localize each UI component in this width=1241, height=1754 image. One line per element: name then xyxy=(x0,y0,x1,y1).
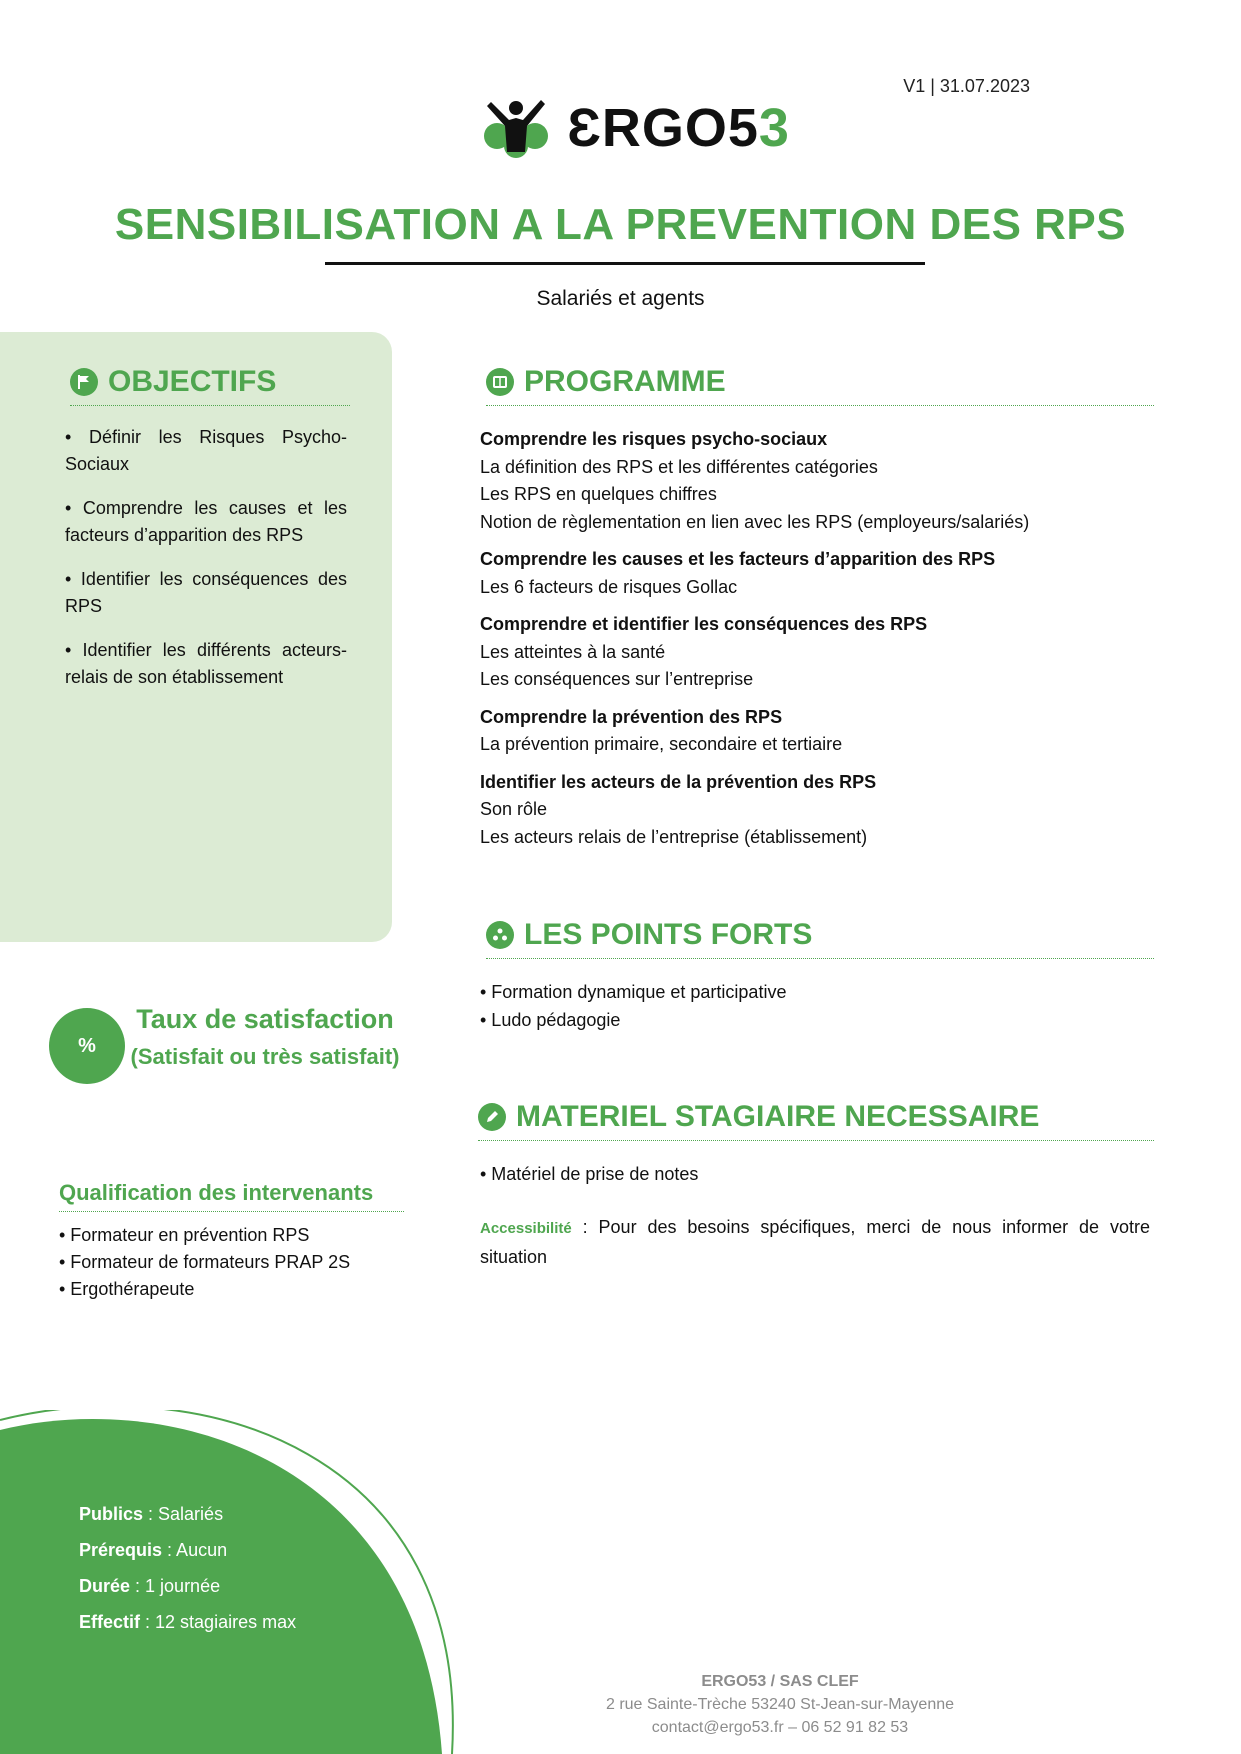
footer-contact: contact@ergo53.fr – 06 52 91 82 53 xyxy=(651,1719,909,1736)
book-icon xyxy=(486,368,514,396)
page-title: SENSIBILISATION A LA PREVENTION DES RPS xyxy=(114,200,1127,249)
materiel-list xyxy=(480,1160,698,1188)
list-item: • Comprendre les causes et les facteurs d’apparition des RPS xyxy=(65,498,347,545)
list-item: • Matériel de prise de notes xyxy=(480,1164,699,1184)
list-item: • Ergothérapeute xyxy=(59,1279,195,1299)
programme-block xyxy=(480,704,1160,759)
points-forts-list xyxy=(480,978,786,1034)
title-underline xyxy=(325,262,925,265)
programme-content xyxy=(480,426,1160,861)
objectifs-heading xyxy=(70,365,350,406)
flag-icon xyxy=(70,368,98,396)
programme-block xyxy=(480,546,1160,601)
programme-block xyxy=(480,426,1160,536)
programme-line: Les 6 facteurs de risques Gollac xyxy=(480,576,738,597)
programme-block-title: Comprendre les risques psycho-sociaux xyxy=(480,429,828,449)
programme-block-title: Comprendre la prévention des RPS xyxy=(480,706,783,727)
list-item: • Identifier les conséquences des RPS xyxy=(65,569,347,616)
course-info xyxy=(79,1496,296,1640)
satisfaction-title: Taux de satisfaction xyxy=(136,1004,394,1034)
materiel-heading xyxy=(478,1100,1154,1141)
satisfaction-subtitle: (Satisfait ou très satisfait) xyxy=(130,1044,400,1069)
ergo53-logo xyxy=(475,94,790,164)
accessibility-note xyxy=(480,1213,1150,1271)
programme-block-title: Comprendre les causes et les facteurs d’apparition des RPS xyxy=(480,549,996,569)
version-date: V1 | 31.07.2023 xyxy=(903,76,1030,96)
accessibility-text: : Pour des besoins spécifiques, merci de nous informer de votre situation xyxy=(480,1217,1150,1267)
list-item: • Formateur en prévention RPS xyxy=(59,1225,310,1245)
programme-line: Les acteurs relais de l’entreprise (établissement) xyxy=(480,826,868,847)
accessibility-label: Accessibilité xyxy=(480,1220,572,1237)
programme-block xyxy=(480,769,1160,852)
points-forts-heading xyxy=(486,918,1154,959)
objectifs-heading-text: OBJECTIFS xyxy=(108,365,277,398)
footer-address: 2 rue Sainte-Trèche 53240 St-Jean-sur-Mayenne xyxy=(605,1696,955,1713)
programme-line: La définition des RPS et les différentes catégories xyxy=(480,456,878,477)
programme-block-title: Comprendre et identifier les conséquences des RPS xyxy=(480,614,928,634)
qualification-heading: Qualification des intervenants xyxy=(59,1180,404,1212)
list-item: • Formation dynamique et participative xyxy=(480,982,787,1002)
programme-block xyxy=(480,611,1160,694)
logo-figure-icon xyxy=(475,94,567,164)
list-item: • Identifier les différents acteurs-relais de son établissement xyxy=(65,640,347,687)
points-forts-heading-text: LES POINTS FORTS xyxy=(524,918,813,951)
objectifs-list xyxy=(65,424,347,708)
programme-line: Les conséquences sur l’entreprise xyxy=(480,669,754,689)
footer-company: ERGO53 / SAS CLEF xyxy=(701,1673,859,1690)
duree-row: Durée : 1 journée xyxy=(79,1576,221,1596)
prerequis-row: Prérequis : Aucun xyxy=(79,1540,228,1560)
list-item: • Ludo pédagogie xyxy=(480,1010,621,1030)
programme-heading xyxy=(486,365,1154,406)
programme-line: Les atteintes à la santé xyxy=(480,641,666,662)
satisfaction-badge: % xyxy=(49,1008,125,1084)
publics-row: Publics : Salariés xyxy=(79,1504,224,1524)
people-icon xyxy=(486,921,514,949)
programme-line: La prévention primaire, secondaire et tertiaire xyxy=(480,734,843,754)
programme-line: Les RPS en quelques chiffres xyxy=(480,484,717,504)
footer xyxy=(560,1670,1000,1739)
list-item: • Formateur de formateurs PRAP 2S xyxy=(59,1252,351,1272)
programme-line: Son rôle xyxy=(480,799,548,819)
programme-heading-text: PROGRAMME xyxy=(524,365,726,398)
effectif-row: Effectif : 12 stagiaires max xyxy=(79,1612,297,1632)
page-subtitle: Salariés et agents xyxy=(536,287,705,310)
logo-text: ƐRGO53 xyxy=(567,98,790,158)
pencil-icon xyxy=(478,1103,506,1131)
qualification-list xyxy=(59,1222,350,1303)
materiel-heading-text: MATERIEL STAGIAIRE NECESSAIRE xyxy=(516,1100,1040,1133)
list-item: • Définir les Risques Psycho-Sociaux xyxy=(65,427,347,474)
programme-block-title: Identifier les acteurs de la prévention des RPS xyxy=(480,771,877,792)
programme-line: Notion de règlementation en lien avec les RPS (employeurs/salariés) xyxy=(480,511,1030,532)
